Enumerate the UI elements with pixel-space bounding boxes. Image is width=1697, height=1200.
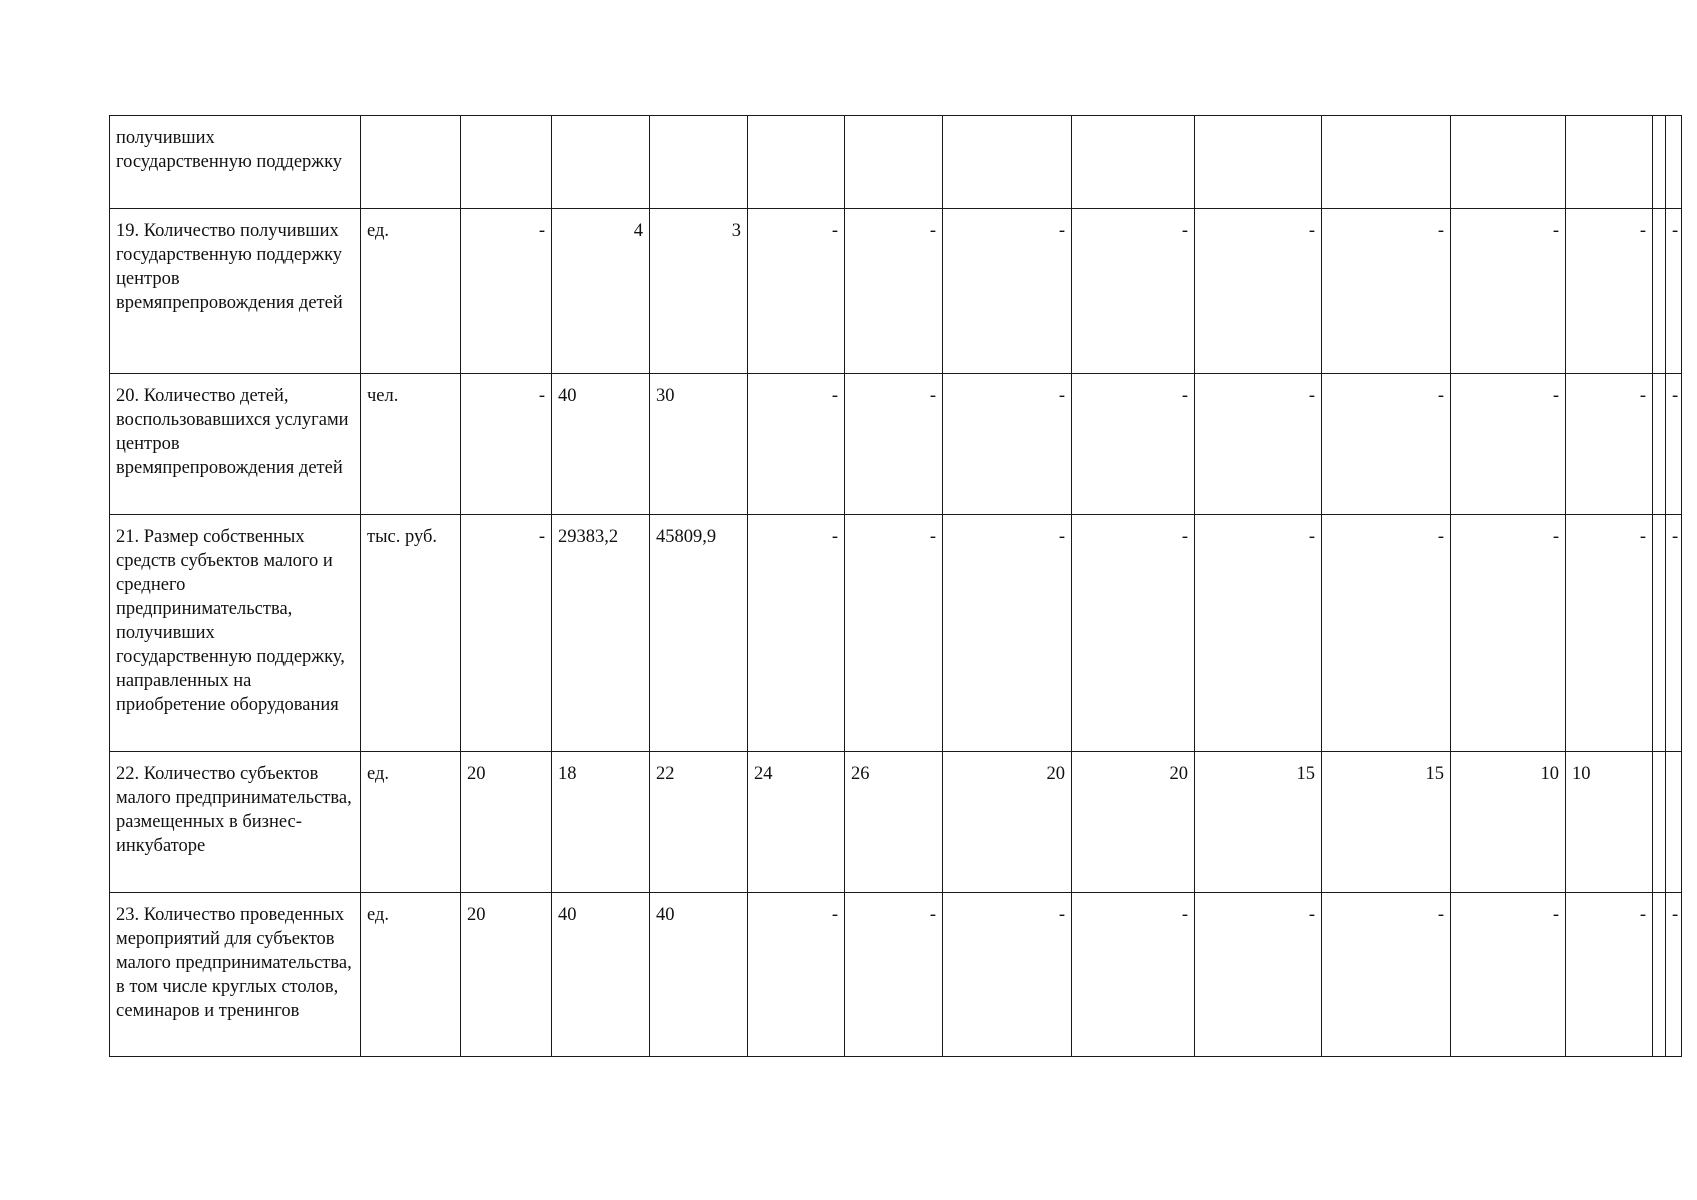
value-cell bbox=[1072, 116, 1195, 209]
value-cell bbox=[1653, 116, 1666, 209]
value-cell: - bbox=[1195, 209, 1322, 374]
unit-cell: ед. bbox=[361, 893, 461, 1057]
value-cell bbox=[748, 116, 845, 209]
value-cell: - bbox=[748, 893, 845, 1057]
value-cell: - bbox=[1566, 374, 1653, 515]
value-cell: - bbox=[845, 893, 943, 1057]
value-cell: - bbox=[943, 515, 1072, 752]
value-cell bbox=[1653, 515, 1666, 752]
value-cell bbox=[1653, 893, 1666, 1057]
unit-cell: тыс. руб. bbox=[361, 515, 461, 752]
value-cell bbox=[845, 116, 943, 209]
value-cell bbox=[1653, 209, 1666, 374]
value-cell: - bbox=[943, 893, 1072, 1057]
value-cell: 15 bbox=[1322, 752, 1451, 893]
value-cell-last bbox=[1666, 209, 1682, 374]
value-cell bbox=[1653, 374, 1666, 515]
value-cell: - bbox=[943, 374, 1072, 515]
value-cell: - bbox=[1451, 374, 1566, 515]
value-cell bbox=[1566, 116, 1653, 209]
unit-cell: ед. bbox=[361, 209, 461, 374]
value-cell: 40 bbox=[650, 893, 748, 1057]
value-cell: - bbox=[845, 515, 943, 752]
value-cell: 40 bbox=[552, 893, 650, 1057]
value-cell: - bbox=[1451, 209, 1566, 374]
value-cell: 20 bbox=[943, 752, 1072, 893]
table-body bbox=[110, 116, 1682, 1057]
value-cell-last bbox=[1666, 374, 1682, 515]
value-cell: - bbox=[461, 209, 552, 374]
value-cell-last bbox=[1666, 515, 1682, 752]
value-cell: 4 bbox=[552, 209, 650, 374]
indicator-name-cell: 19. Количество получивших государственную поддержку центров времяпрепровождения детей bbox=[110, 209, 361, 374]
value-cell: 22 bbox=[650, 752, 748, 893]
value-cell: 40 bbox=[552, 374, 650, 515]
edge-dash: - bbox=[1672, 527, 1679, 547]
indicator-name-cell: 21. Размер собственных средств субъектов малого и среднего предпринимательства, получивших государственную поддержку, направленных на приобретение оборудования bbox=[110, 515, 361, 752]
unit-cell bbox=[361, 116, 461, 209]
value-cell bbox=[650, 116, 748, 209]
value-cell: 26 bbox=[845, 752, 943, 893]
value-cell: 15 bbox=[1195, 752, 1322, 893]
value-cell bbox=[1322, 116, 1451, 209]
indicator-name-cell: 23. Количество проведенных мероприятий для субъектов малого предпринимательства, в том числе круглых столов, семинаров и тренингов bbox=[110, 893, 361, 1057]
value-cell: - bbox=[1072, 374, 1195, 515]
value-cell: - bbox=[1322, 893, 1451, 1057]
value-cell: - bbox=[1072, 209, 1195, 374]
table-row bbox=[110, 374, 1682, 515]
edge-dash: - bbox=[1672, 221, 1679, 241]
value-cell: 29383,2 bbox=[552, 515, 650, 752]
value-cell: 10 bbox=[1451, 752, 1566, 893]
value-cell: - bbox=[748, 374, 845, 515]
value-cell: - bbox=[1566, 893, 1653, 1057]
unit-cell: ед. bbox=[361, 752, 461, 893]
value-cell bbox=[1195, 116, 1322, 209]
indicator-name-cell: получивших государственную поддержку bbox=[110, 116, 361, 209]
value-cell: - bbox=[1195, 893, 1322, 1057]
value-cell: 18 bbox=[552, 752, 650, 893]
value-cell: - bbox=[1451, 893, 1566, 1057]
indicator-name-cell: 20. Количество детей, воспользовавшихся услугами центров времяпрепровождения детей bbox=[110, 374, 361, 515]
value-cell: - bbox=[1322, 374, 1451, 515]
value-cell: 30 bbox=[650, 374, 748, 515]
value-cell: 20 bbox=[461, 752, 552, 893]
value-cell: - bbox=[1451, 515, 1566, 752]
value-cell: 3 bbox=[650, 209, 748, 374]
value-cell-last bbox=[1666, 893, 1682, 1057]
table-row bbox=[110, 515, 1682, 752]
value-cell bbox=[943, 116, 1072, 209]
table-row bbox=[110, 752, 1682, 893]
value-cell bbox=[1653, 752, 1666, 893]
unit-cell: чел. bbox=[361, 374, 461, 515]
value-cell bbox=[552, 116, 650, 209]
indicators-table bbox=[109, 115, 1682, 1057]
value-cell: - bbox=[461, 515, 552, 752]
table-row bbox=[110, 209, 1682, 374]
edge-dash: - bbox=[1672, 386, 1679, 406]
edge-dash: - bbox=[1672, 905, 1679, 925]
value-cell: - bbox=[748, 515, 845, 752]
value-cell: - bbox=[1195, 374, 1322, 515]
value-cell: 45809,9 bbox=[650, 515, 748, 752]
value-cell: - bbox=[845, 374, 943, 515]
value-cell: - bbox=[1322, 515, 1451, 752]
value-cell-last bbox=[1666, 116, 1682, 209]
value-cell: - bbox=[1566, 515, 1653, 752]
table-row bbox=[110, 116, 1682, 209]
value-cell bbox=[1451, 116, 1566, 209]
table-row bbox=[110, 893, 1682, 1057]
value-cell: 24 bbox=[748, 752, 845, 893]
value-cell: - bbox=[748, 209, 845, 374]
value-cell: - bbox=[943, 209, 1072, 374]
value-cell: - bbox=[1072, 515, 1195, 752]
value-cell: - bbox=[1072, 893, 1195, 1057]
indicator-name-cell: 22. Количество субъектов малого предпринимательства, размещенных в бизнес-инкубаторе bbox=[110, 752, 361, 893]
value-cell: - bbox=[461, 374, 552, 515]
value-cell: 20 bbox=[461, 893, 552, 1057]
value-cell: 20 bbox=[1072, 752, 1195, 893]
value-cell: 10 bbox=[1566, 752, 1653, 893]
value-cell: - bbox=[1566, 209, 1653, 374]
value-cell: - bbox=[845, 209, 943, 374]
value-cell bbox=[461, 116, 552, 209]
value-cell: - bbox=[1195, 515, 1322, 752]
value-cell-last bbox=[1666, 752, 1682, 893]
value-cell: - bbox=[1322, 209, 1451, 374]
